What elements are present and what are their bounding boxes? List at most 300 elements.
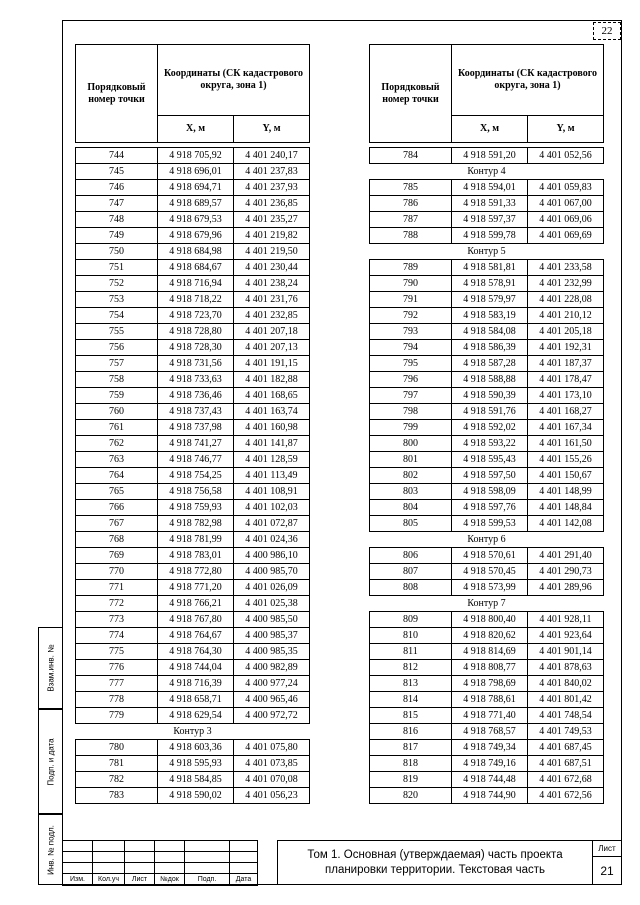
x-coordinate-cell: 4 918 749,16: [452, 756, 528, 772]
table-row: [76, 420, 310, 436]
table-row: [370, 340, 604, 356]
revision-grid: [62, 840, 258, 886]
contour-heading-row: [370, 244, 604, 260]
point-number-cell: 750: [76, 244, 158, 260]
contour-heading-row: [370, 164, 604, 180]
table-row: [76, 564, 310, 580]
point-number-cell: 760: [76, 404, 158, 420]
table-row: [370, 740, 604, 756]
x-coordinate-cell: 4 918 808,77: [452, 660, 528, 676]
y-coordinate-cell: 4 401 230,44: [234, 260, 310, 276]
y-coordinate-cell: 4 401 163,74: [234, 404, 310, 420]
y-coordinate-cell: 4 401 235,27: [234, 212, 310, 228]
table-row: [370, 404, 604, 420]
point-number-cell: 801: [370, 452, 452, 468]
y-coordinate-cell: 4 401 672,56: [528, 788, 604, 804]
table-row: [76, 372, 310, 388]
y-coordinate-cell: 4 401 290,73: [528, 564, 604, 580]
y-coordinate-cell: 4 401 052,56: [528, 148, 604, 164]
point-number-cell: 766: [76, 500, 158, 516]
table-row: [370, 196, 604, 212]
point-number-cell: 799: [370, 420, 452, 436]
x-coordinate-cell: 4 918 679,53: [158, 212, 234, 228]
x-coordinate-cell: 4 918 772,80: [158, 564, 234, 580]
table-row: [370, 548, 604, 564]
side-field-replace-inv: [38, 627, 62, 709]
table-row: [76, 692, 310, 708]
y-coordinate-cell: 4 400 985,50: [234, 612, 310, 628]
y-coordinate-cell: 4 401 113,49: [234, 468, 310, 484]
y-coordinate-cell: 4 401 142,08: [528, 516, 604, 532]
table-row: [76, 484, 310, 500]
y-coordinate-cell: 4 400 972,72: [234, 708, 310, 724]
point-number-cell: 779: [76, 708, 158, 724]
coordinates-table-right: [369, 44, 604, 804]
point-number-cell: 754: [76, 308, 158, 324]
point-number-cell: 783: [76, 788, 158, 804]
point-number-cell: 797: [370, 388, 452, 404]
point-number-cell: 776: [76, 660, 158, 676]
table-row: [370, 324, 604, 340]
table-row: [76, 468, 310, 484]
point-number-cell: 772: [76, 596, 158, 612]
y-coordinate-cell: 4 400 986,10: [234, 548, 310, 564]
table-row: [370, 628, 604, 644]
y-coordinate-cell: 4 401 075,80: [234, 740, 310, 756]
table-row: [370, 500, 604, 516]
table-row: [370, 452, 604, 468]
table-row: [370, 228, 604, 244]
point-number-cell: 751: [76, 260, 158, 276]
table-row: [76, 324, 310, 340]
point-number-cell: 782: [76, 772, 158, 788]
x-coordinate-cell: 4 918 597,50: [452, 468, 528, 484]
x-coordinate-cell: 4 918 783,01: [158, 548, 234, 564]
header-y: Y, м: [528, 116, 604, 143]
y-coordinate-cell: 4 401 205,18: [528, 324, 604, 340]
point-number-cell: 796: [370, 372, 452, 388]
point-number-cell: 819: [370, 772, 452, 788]
y-coordinate-cell: 4 401 025,38: [234, 596, 310, 612]
table-row: [370, 276, 604, 292]
table-row: [370, 484, 604, 500]
y-coordinate-cell: 4 401 840,02: [528, 676, 604, 692]
point-number-cell: 817: [370, 740, 452, 756]
table-row: [370, 772, 604, 788]
x-coordinate-cell: 4 918 764,67: [158, 628, 234, 644]
x-coordinate-cell: 4 918 728,80: [158, 324, 234, 340]
point-number-cell: 753: [76, 292, 158, 308]
y-coordinate-cell: 4 401 238,24: [234, 276, 310, 292]
point-number-cell: 820: [370, 788, 452, 804]
table-row: [76, 244, 310, 260]
x-coordinate-cell: 4 918 587,28: [452, 356, 528, 372]
table-row: [370, 212, 604, 228]
x-coordinate-cell: 4 918 584,08: [452, 324, 528, 340]
table-row: [370, 388, 604, 404]
table-row: [370, 676, 604, 692]
table-row: [76, 580, 310, 596]
x-coordinate-cell: 4 918 597,37: [452, 212, 528, 228]
x-coordinate-cell: 4 918 603,36: [158, 740, 234, 756]
point-number-cell: 763: [76, 452, 158, 468]
y-coordinate-cell: 4 401 207,18: [234, 324, 310, 340]
x-coordinate-cell: 4 918 591,33: [452, 196, 528, 212]
y-coordinate-cell: 4 401 059,83: [528, 180, 604, 196]
x-coordinate-cell: 4 918 696,01: [158, 164, 234, 180]
point-number-cell: 804: [370, 500, 452, 516]
contour-heading-row: [370, 532, 604, 548]
side-label-sign-date: Подп. и дата: [46, 737, 55, 786]
table-row: [370, 724, 604, 740]
point-number-cell: 802: [370, 468, 452, 484]
y-coordinate-cell: 4 401 070,08: [234, 772, 310, 788]
y-coordinate-cell: 4 401 072,87: [234, 516, 310, 532]
point-number-cell: 749: [76, 228, 158, 244]
y-coordinate-cell: 4 401 219,50: [234, 244, 310, 260]
point-number-cell: 746: [76, 180, 158, 196]
point-number-cell: 768: [76, 532, 158, 548]
contour-heading: Контур 4: [467, 165, 506, 177]
point-number-cell: 814: [370, 692, 452, 708]
header-point-number: Порядковый номер точки: [370, 45, 452, 143]
y-coordinate-cell: 4 400 982,89: [234, 660, 310, 676]
x-coordinate-cell: 4 918 771,20: [158, 580, 234, 596]
y-coordinate-cell: 4 401 168,65: [234, 388, 310, 404]
header-coordinates: Координаты (СК кадастрового округа, зона 1): [158, 45, 310, 116]
y-coordinate-cell: 4 401 141,87: [234, 436, 310, 452]
x-coordinate-cell: 4 918 597,76: [452, 500, 528, 516]
side-label-replace-inv: Взам.инв. №: [46, 644, 55, 692]
table-row: [76, 308, 310, 324]
table-row: [370, 516, 604, 532]
tb-label-count: Кол.уч: [93, 874, 125, 886]
point-number-cell: 781: [76, 756, 158, 772]
header-y: Y, м: [234, 116, 310, 143]
y-coordinate-cell: 4 401 219,82: [234, 228, 310, 244]
y-coordinate-cell: 4 401 228,08: [528, 292, 604, 308]
y-coordinate-cell: 4 401 182,88: [234, 372, 310, 388]
table-row: [76, 740, 310, 756]
y-coordinate-cell: 4 400 985,35: [234, 644, 310, 660]
x-coordinate-cell: 4 918 814,69: [452, 644, 528, 660]
table-row: [76, 628, 310, 644]
contour-heading: Контур 3: [173, 725, 212, 737]
x-coordinate-cell: 4 918 593,22: [452, 436, 528, 452]
point-number-cell: 756: [76, 340, 158, 356]
x-coordinate-cell: 4 918 788,61: [452, 692, 528, 708]
y-coordinate-cell: 4 401 069,06: [528, 212, 604, 228]
x-coordinate-cell: 4 918 737,43: [158, 404, 234, 420]
header-coordinates: Координаты (СК кадастрового округа, зона 1): [452, 45, 604, 116]
x-coordinate-cell: 4 918 598,09: [452, 484, 528, 500]
x-coordinate-cell: 4 918 737,98: [158, 420, 234, 436]
contour-heading: Контур 5: [467, 245, 506, 257]
table-row: [76, 548, 310, 564]
y-coordinate-cell: 4 401 155,26: [528, 452, 604, 468]
point-number-cell: 745: [76, 164, 158, 180]
x-coordinate-cell: 4 918 754,25: [158, 468, 234, 484]
table-row: [76, 772, 310, 788]
x-coordinate-cell: 4 918 591,20: [452, 148, 528, 164]
table-row: [76, 276, 310, 292]
y-coordinate-cell: 4 401 108,91: [234, 484, 310, 500]
x-coordinate-cell: 4 918 595,43: [452, 452, 528, 468]
x-coordinate-cell: 4 918 595,93: [158, 756, 234, 772]
point-number-cell: 808: [370, 580, 452, 596]
y-coordinate-cell: 4 401 160,98: [234, 420, 310, 436]
x-coordinate-cell: 4 918 570,61: [452, 548, 528, 564]
point-number-cell: 807: [370, 564, 452, 580]
header-x: X, м: [158, 116, 234, 143]
side-field-inv-orig: [38, 814, 62, 885]
x-coordinate-cell: 4 918 586,39: [452, 340, 528, 356]
x-coordinate-cell: 4 918 733,63: [158, 372, 234, 388]
table-row: [370, 660, 604, 676]
y-coordinate-cell: 4 401 801,42: [528, 692, 604, 708]
point-number-cell: 810: [370, 628, 452, 644]
point-number-cell: 800: [370, 436, 452, 452]
point-number-cell: 755: [76, 324, 158, 340]
x-coordinate-cell: 4 918 684,67: [158, 260, 234, 276]
x-coordinate-cell: 4 918 782,98: [158, 516, 234, 532]
y-coordinate-cell: 4 401 191,15: [234, 356, 310, 372]
x-coordinate-cell: 4 918 679,96: [158, 228, 234, 244]
x-coordinate-cell: 4 918 798,69: [452, 676, 528, 692]
y-coordinate-cell: 4 401 232,99: [528, 276, 604, 292]
table-row: [370, 260, 604, 276]
point-number-cell: 812: [370, 660, 452, 676]
x-coordinate-cell: 4 918 746,77: [158, 452, 234, 468]
point-number-cell: 791: [370, 292, 452, 308]
table-row: [76, 404, 310, 420]
y-coordinate-cell: 4 401 672,68: [528, 772, 604, 788]
x-coordinate-cell: 4 918 599,78: [452, 228, 528, 244]
x-coordinate-cell: 4 918 599,53: [452, 516, 528, 532]
point-number-cell: 752: [76, 276, 158, 292]
x-coordinate-cell: 4 918 718,22: [158, 292, 234, 308]
x-coordinate-cell: 4 918 767,80: [158, 612, 234, 628]
table-row: [76, 596, 310, 612]
point-number-cell: 806: [370, 548, 452, 564]
y-coordinate-cell: 4 401 128,59: [234, 452, 310, 468]
table-row: [370, 148, 604, 164]
point-number-cell: 789: [370, 260, 452, 276]
table-row: [76, 708, 310, 724]
x-coordinate-cell: 4 918 658,71: [158, 692, 234, 708]
y-coordinate-cell: 4 401 187,37: [528, 356, 604, 372]
table-row: [370, 436, 604, 452]
point-number-cell: 774: [76, 628, 158, 644]
y-coordinate-cell: 4 400 965,46: [234, 692, 310, 708]
y-coordinate-cell: 4 401 687,51: [528, 756, 604, 772]
x-coordinate-cell: 4 918 781,99: [158, 532, 234, 548]
y-coordinate-cell: 4 401 289,96: [528, 580, 604, 596]
table-row: [76, 388, 310, 404]
point-number-cell: 747: [76, 196, 158, 212]
tb-label-sheet: Лист: [125, 874, 155, 886]
table-row: [76, 500, 310, 516]
x-coordinate-cell: 4 918 741,27: [158, 436, 234, 452]
table-row: [76, 452, 310, 468]
x-coordinate-cell: 4 918 723,70: [158, 308, 234, 324]
document-title-line2: планировки территории. Текстовая часть: [325, 863, 545, 876]
y-coordinate-cell: 4 400 985,37: [234, 628, 310, 644]
y-coordinate-cell: 4 401 901,14: [528, 644, 604, 660]
point-number-cell: 777: [76, 676, 158, 692]
point-number-cell: 815: [370, 708, 452, 724]
y-coordinate-cell: 4 401 232,85: [234, 308, 310, 324]
x-coordinate-cell: 4 918 744,90: [452, 788, 528, 804]
x-coordinate-cell: 4 918 716,39: [158, 676, 234, 692]
point-number-cell: 757: [76, 356, 158, 372]
point-number-cell: 792: [370, 308, 452, 324]
table-row: [370, 580, 604, 596]
point-number-cell: 790: [370, 276, 452, 292]
x-coordinate-cell: 4 918 570,45: [452, 564, 528, 580]
side-field-sign-date: [38, 709, 62, 814]
table-row: [76, 228, 310, 244]
y-coordinate-cell: 4 401 237,93: [234, 180, 310, 196]
point-number-cell: 762: [76, 436, 158, 452]
table-row: [370, 468, 604, 484]
x-coordinate-cell: 4 918 590,02: [158, 788, 234, 804]
page-corner-number: 22: [593, 22, 621, 40]
x-coordinate-cell: 4 918 756,58: [158, 484, 234, 500]
x-coordinate-cell: 4 918 771,40: [452, 708, 528, 724]
table-row: [76, 756, 310, 772]
x-coordinate-cell: 4 918 764,30: [158, 644, 234, 660]
sheet-number-box: [592, 840, 622, 885]
point-number-cell: 793: [370, 324, 452, 340]
x-coordinate-cell: 4 918 629,54: [158, 708, 234, 724]
point-number-cell: 803: [370, 484, 452, 500]
x-coordinate-cell: 4 918 592,02: [452, 420, 528, 436]
contour-heading: Контур 7: [467, 597, 506, 609]
header-point-number: Порядковый номер точки: [76, 45, 158, 143]
side-label-inv-orig: Инв. № подл.: [46, 824, 55, 875]
table-row: [76, 196, 310, 212]
document-title-line1: Том 1. Основная (утверждаемая) часть проекта: [307, 848, 563, 861]
x-coordinate-cell: 4 918 736,46: [158, 388, 234, 404]
point-number-cell: 765: [76, 484, 158, 500]
table-row: [370, 292, 604, 308]
point-number-cell: 784: [370, 148, 452, 164]
point-number-cell: 786: [370, 196, 452, 212]
x-coordinate-cell: 4 918 728,30: [158, 340, 234, 356]
contour-heading-row: [370, 596, 604, 612]
table-row: [370, 644, 604, 660]
y-coordinate-cell: 4 401 233,58: [528, 260, 604, 276]
sheet-number: 21: [600, 864, 614, 878]
y-coordinate-cell: 4 401 024,36: [234, 532, 310, 548]
x-coordinate-cell: 4 918 716,94: [158, 276, 234, 292]
y-coordinate-cell: 4 401 073,85: [234, 756, 310, 772]
point-number-cell: 775: [76, 644, 158, 660]
table-row: [370, 372, 604, 388]
y-coordinate-cell: 4 401 231,76: [234, 292, 310, 308]
table-row: [76, 148, 310, 164]
y-coordinate-cell: 4 401 748,54: [528, 708, 604, 724]
table-row: [76, 644, 310, 660]
table-row: [76, 164, 310, 180]
tb-label-doc-number: №док: [155, 874, 185, 886]
point-number-cell: 748: [76, 212, 158, 228]
y-coordinate-cell: 4 401 067,00: [528, 196, 604, 212]
x-coordinate-cell: 4 918 689,57: [158, 196, 234, 212]
table-row: [76, 660, 310, 676]
y-coordinate-cell: 4 401 026,09: [234, 580, 310, 596]
point-number-cell: 787: [370, 212, 452, 228]
table-row: [370, 788, 604, 804]
point-number-cell: 818: [370, 756, 452, 772]
point-number-cell: 770: [76, 564, 158, 580]
point-number-cell: 805: [370, 516, 452, 532]
point-number-cell: 794: [370, 340, 452, 356]
point-number-cell: 769: [76, 548, 158, 564]
y-coordinate-cell: 4 401 102,03: [234, 500, 310, 516]
table-row: [370, 756, 604, 772]
document-title: [277, 840, 592, 885]
y-coordinate-cell: 4 401 161,50: [528, 436, 604, 452]
table-row: [370, 612, 604, 628]
y-coordinate-cell: 4 401 207,13: [234, 340, 310, 356]
point-number-cell: 811: [370, 644, 452, 660]
y-coordinate-cell: 4 401 240,17: [234, 148, 310, 164]
y-coordinate-cell: 4 401 150,67: [528, 468, 604, 484]
point-number-cell: 758: [76, 372, 158, 388]
x-coordinate-cell: 4 918 744,04: [158, 660, 234, 676]
y-coordinate-cell: 4 401 687,45: [528, 740, 604, 756]
point-number-cell: 767: [76, 516, 158, 532]
point-number-cell: 759: [76, 388, 158, 404]
table-row: [76, 180, 310, 196]
y-coordinate-cell: 4 401 148,99: [528, 484, 604, 500]
contour-heading: Контур 6: [467, 533, 506, 545]
point-number-cell: 780: [76, 740, 158, 756]
x-coordinate-cell: 4 918 684,98: [158, 244, 234, 260]
y-coordinate-cell: 4 401 878,63: [528, 660, 604, 676]
table-row: [370, 708, 604, 724]
point-number-cell: 798: [370, 404, 452, 420]
title-block: [62, 840, 622, 885]
x-coordinate-cell: 4 918 588,88: [452, 372, 528, 388]
point-number-cell: 773: [76, 612, 158, 628]
x-coordinate-cell: 4 918 581,81: [452, 260, 528, 276]
y-coordinate-cell: 4 401 167,34: [528, 420, 604, 436]
y-coordinate-cell: 4 401 236,85: [234, 196, 310, 212]
x-coordinate-cell: 4 918 820,62: [452, 628, 528, 644]
x-coordinate-cell: 4 918 584,85: [158, 772, 234, 788]
table-row: [370, 420, 604, 436]
y-coordinate-cell: 4 401 291,40: [528, 548, 604, 564]
table-row: [76, 292, 310, 308]
x-coordinate-cell: 4 918 705,92: [158, 148, 234, 164]
x-coordinate-cell: 4 918 759,93: [158, 500, 234, 516]
y-coordinate-cell: 4 401 168,27: [528, 404, 604, 420]
y-coordinate-cell: 4 401 069,69: [528, 228, 604, 244]
table-row: [76, 212, 310, 228]
point-number-cell: 809: [370, 612, 452, 628]
table-row: [370, 180, 604, 196]
x-coordinate-cell: 4 918 749,34: [452, 740, 528, 756]
y-coordinate-cell: 4 401 173,10: [528, 388, 604, 404]
table-row: [370, 564, 604, 580]
y-coordinate-cell: 4 401 192,31: [528, 340, 604, 356]
x-coordinate-cell: 4 918 694,71: [158, 180, 234, 196]
table-row: [76, 612, 310, 628]
point-number-cell: 788: [370, 228, 452, 244]
